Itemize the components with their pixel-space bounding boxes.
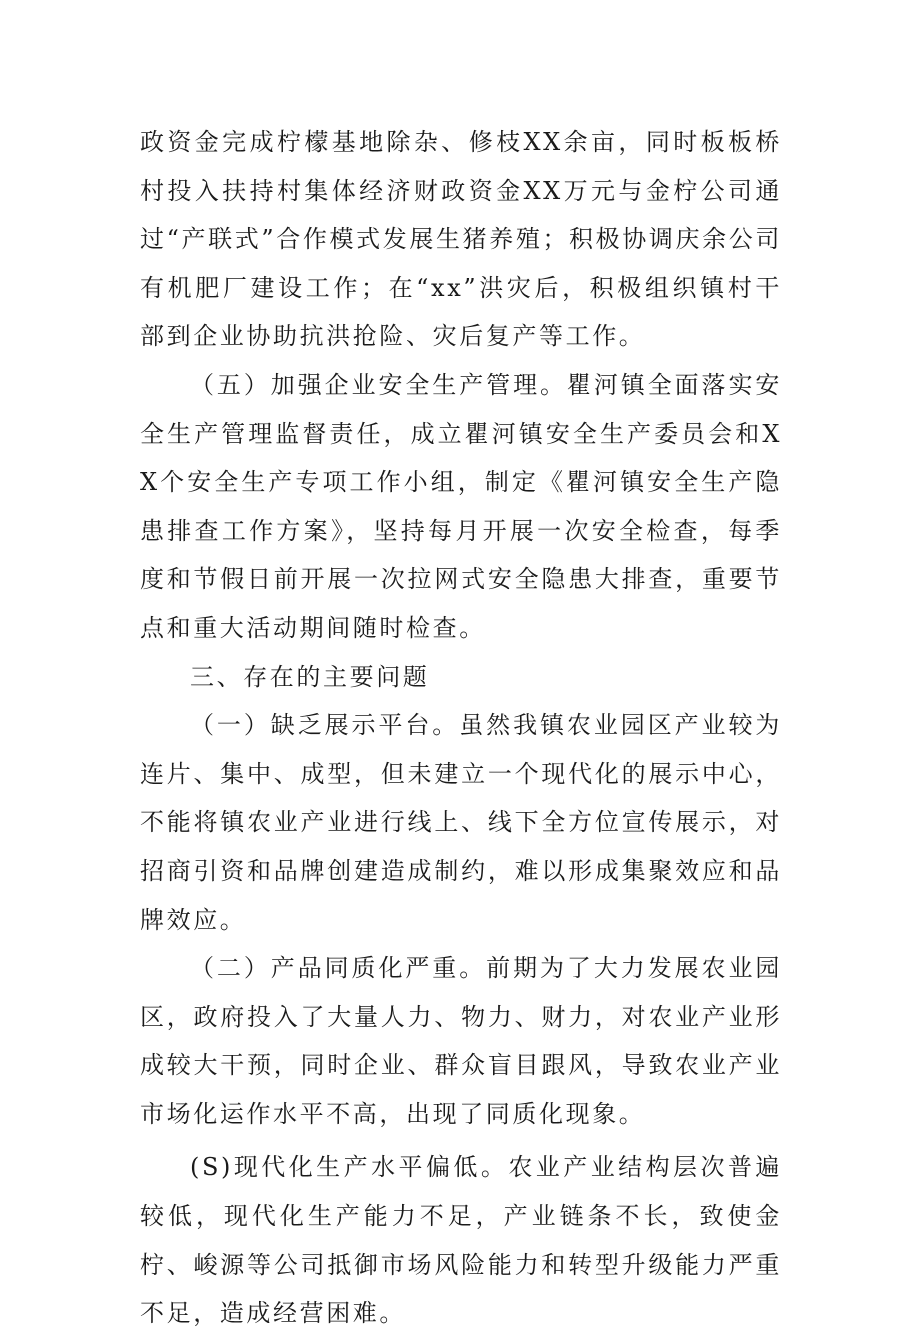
paragraph-lack-of-display-platform: （一）缺乏展示平台。虽然我镇农业园区产业较为连片、集中、成型，但未建立一个现代化的展示中心，不能将镇农业产业进行线上、线下全方位宣传展示，对招商引资和品牌创建造成制约，难以形成集聚效应和品牌效应。 (140, 711, 782, 934)
paragraph-low-modernization: (S)现代化生产水平偏低。农业产业结构层次普遍较低，现代化生产能力不足，产业链条不长，致使金柠、峻源等公司抵御市场风险能力和转型升级能力严重不足，造成经营困难。 (140, 1153, 782, 1328)
document-body (140, 118, 782, 1338)
paragraph-safety-management: （五）加强企业安全生产管理。瞿河镇全面落实安全生产管理监督责任，成立瞿河镇安全生产委员会和XX个安全生产专项工作小组，制定《瞿河镇安全生产隐患排查工作方案》，坚持每月开展一次安全检查，每季度和节假日前开展一次拉网式安全隐患大排查，重要节点和重大活动期间随时检查。 (140, 370, 782, 642)
paragraph-continuation: 政资金完成柠檬基地除杂、修枝XX余亩，同时板板桥村投入扶持村集体经济财政资金XX万元与金柠公司通过“产联式”合作模式发展生猪养殖；积极协调庆余公司有机肥厂建设工作；在“xx”洪灾后，积极组织镇村干部到企业协助抗洪抢险、灾后复产等工作。 (140, 128, 782, 351)
paragraph-product-homogenization: （二）产品同质化严重。前期为了大力发展农业园区，政府投入了大量人力、物力、财力，对农业产业形成较大干预，同时企业、群众盲目跟风，导致农业产业市场化运作水平不高，出现了同质化现象。 (140, 954, 782, 1128)
section-heading-main-problems: 三、存在的主要问题 (190, 662, 430, 691)
